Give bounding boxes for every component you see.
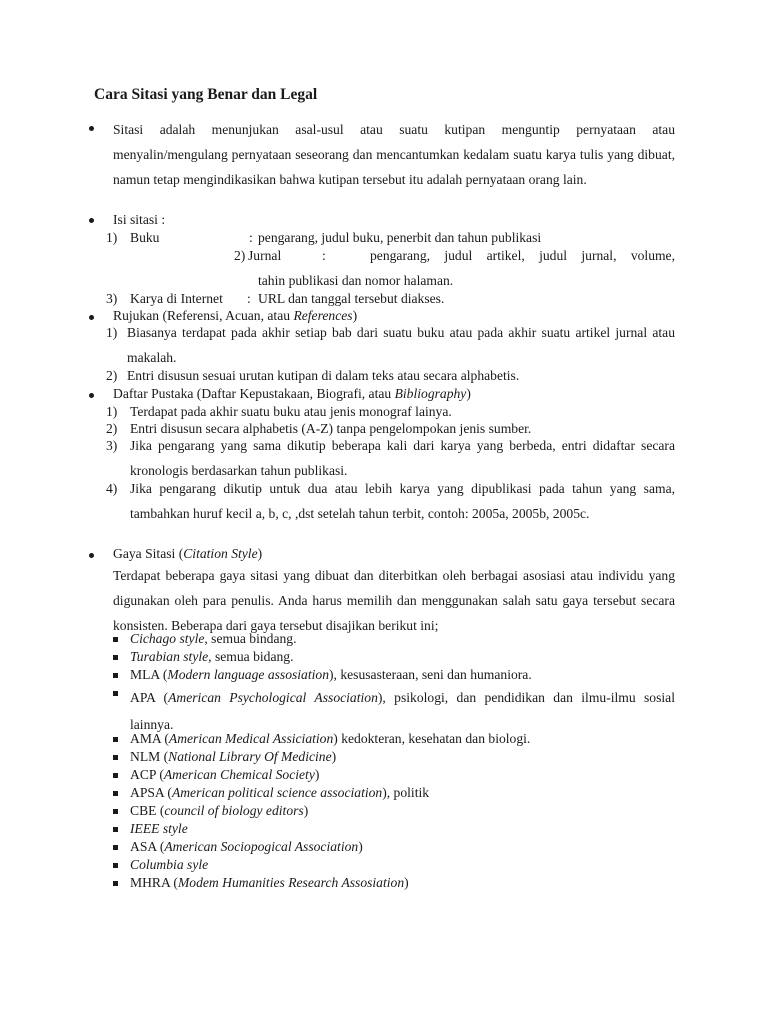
item-desc-internet: URL dan tanggal tersebut diakses. <box>258 291 445 306</box>
gaya-sitasi-paragraph: Terdapat beberapa gaya sitasi yang dibuat dan diterbitkan oleh berbagai asosiasi atau individu yang digunakan oleh para penulis. Anda harus memilih dan menggunakan salah satu gaya tersebut secara konsisten. Beberapa dari gaya tersebut disajikan berikut ini; <box>113 568 675 633</box>
style-item: IEEE style <box>130 821 188 836</box>
bullet-icon <box>89 553 94 558</box>
page-title: Cara Sitasi yang Benar dan Legal <box>94 86 318 103</box>
square-bullet-icon <box>113 791 118 796</box>
isi-sitasi-label: Isi sitasi : <box>113 212 166 227</box>
square-bullet-icon <box>113 673 118 678</box>
item-name-buku: Buku <box>130 230 160 245</box>
item-number: 3) <box>106 438 118 453</box>
square-bullet-icon <box>113 773 118 778</box>
style-item: MLA (Modern language assosiation), kesusasteraan, seni dan humaniora. <box>130 667 532 682</box>
rujukan-item: Biasanya terdapat pada akhir setiap bab dari suatu buku atau pada akhir suatu artikel jurnal atau makalah. <box>127 325 675 365</box>
daftar-item: Jika pengarang yang sama dikutip beberapa kali dari karya yang berbeda, entri didaftar secara kronologis berdasarkan tahun publikasi. <box>130 438 675 478</box>
square-bullet-icon <box>113 827 118 832</box>
item-separator: : <box>249 230 253 245</box>
item-name-internet: Karya di Internet <box>130 291 223 306</box>
style-item: APSA (American political science association), politik <box>130 785 430 800</box>
style-item: Turabian style, semua bidang. <box>130 649 294 664</box>
item-name-jurnal: Jurnal <box>248 248 282 263</box>
square-bullet-icon <box>113 863 118 868</box>
bullet-icon <box>89 315 94 320</box>
bullet-icon <box>89 393 94 398</box>
daftar-pustaka-label: Daftar Pustaka (Daftar Kepustakaan, Biografi, atau Bibliography) <box>113 386 471 401</box>
rujukan-label: Rujukan (Referensi, Acuan, atau References) <box>113 308 358 323</box>
bullet-icon <box>89 126 94 131</box>
item-number: 4) <box>106 481 118 496</box>
rujukan-item: Entri disusun sesuai urutan kutipan di dalam teks atau secara alphabetis. <box>127 368 520 383</box>
style-item: Cichago style, semua bindang. <box>130 631 297 646</box>
style-item: AMA (American Medical Assiciation) kedokteran, kesehatan dan biologi. <box>130 731 531 746</box>
square-bullet-icon <box>113 691 118 696</box>
style-item: NLM (National Library Of Medicine) <box>130 749 337 764</box>
item-desc-jurnal-cont: tahin publikasi dan nomor halaman. <box>258 273 454 288</box>
square-bullet-icon <box>113 809 118 814</box>
item-separator: : <box>247 291 251 306</box>
bullet-icon <box>89 218 94 223</box>
item-number: 1) <box>106 325 118 340</box>
definition-paragraph: Sitasi adalah menunjukan asal-usul atau suatu kutipan menguntip pernyataan atau menyalin/mengulang pernyataan seseorang dan mencantumkan kedalam suatu karya tulis yang dibuat, namun tetap mengindikasikan bahwa kutipan tersebut itu adalah pernyataan orang lain. <box>113 122 675 187</box>
square-bullet-icon <box>113 655 118 660</box>
item-desc-jurnal: pengarang, judul artikel, judul jurnal, volume, <box>370 248 675 263</box>
daftar-item: Entri disusun secara alphabetis (A-Z) tanpa pengelompokan jenis sumber. <box>130 421 532 436</box>
style-item: ACP (American Chemical Society) <box>130 767 320 782</box>
daftar-item: Terdapat pada akhir suatu buku atau jenis monograf lainya. <box>130 404 452 419</box>
item-separator: : <box>322 248 326 263</box>
item-number: 1) <box>106 230 118 245</box>
style-item: ASA (American Sociopogical Association) <box>130 839 363 854</box>
style-item: CBE (council of biology editors) <box>130 803 309 818</box>
style-item: Columbia syle <box>130 857 209 872</box>
style-item: MHRA (Modem Humanities Research Assosiation) <box>130 875 409 890</box>
square-bullet-icon <box>113 845 118 850</box>
square-bullet-icon <box>113 881 118 886</box>
item-number: 2) <box>234 248 246 263</box>
square-bullet-icon <box>113 737 118 742</box>
square-bullet-icon <box>113 755 118 760</box>
square-bullet-icon <box>113 637 118 642</box>
gaya-sitasi-label: Gaya Sitasi (Citation Style) <box>113 546 263 561</box>
item-number: 3) <box>106 291 118 306</box>
item-number: 2) <box>106 368 118 383</box>
style-item: APA (American Psychological Association), psikologi, dan pendidikan dan ilmu-ilmu sosial lainnya. <box>130 690 675 732</box>
item-number: 2) <box>106 421 118 436</box>
item-number: 1) <box>106 404 118 419</box>
daftar-item: Jika pengarang dikutip untuk dua atau lebih karya yang dipublikasi pada tahun yang sama, tambahkan huruf kecil a, b, c, ,dst setelah tahun terbit, contoh: 2005a, 2005b, 2005c. <box>130 481 675 521</box>
item-desc-buku: pengarang, judul buku, penerbit dan tahun publikasi <box>258 230 542 245</box>
